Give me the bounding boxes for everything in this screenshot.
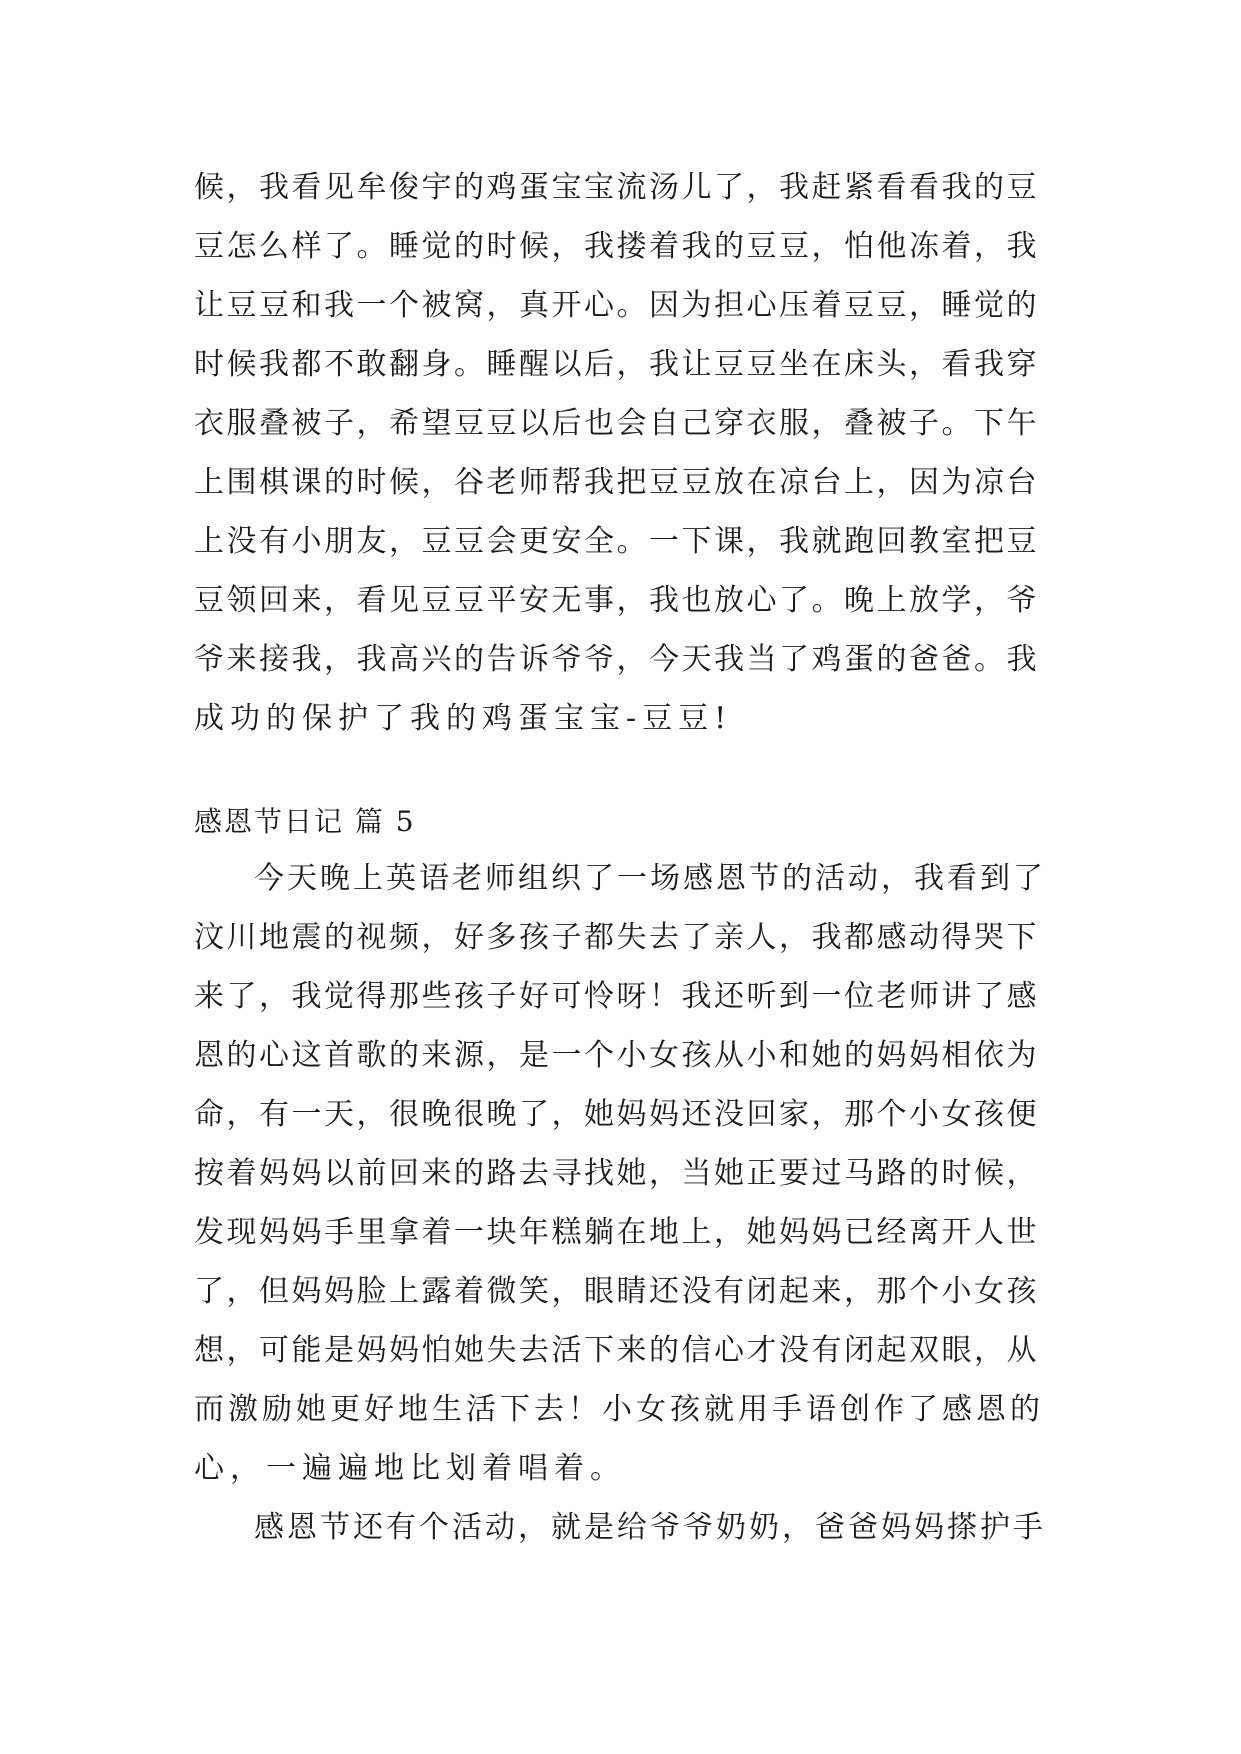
text-line: 来了，我觉得那些孩子好可怜呀！我还听到一位老师讲了感 [194, 979, 1039, 1014]
text-line: 时候我都不敢翻身。睡醒以后，我让豆豆坐在床头，看我穿 [194, 347, 1039, 382]
text-line: 衣服叠被子，希望豆豆以后也会自己穿衣服，叠被子。下午 [194, 406, 1039, 441]
text-line: 恩的心这首歌的来源，是一个小女孩从小和她的妈妈相依为 [194, 1038, 1039, 1073]
text-line: 候，我看见牟俊宇的鸡蛋宝宝流汤儿了，我赶紧看看我的豆 [194, 170, 1039, 205]
text-line: 上围棋课的时候，谷老师帮我把豆豆放在凉台上，因为凉台 [194, 465, 1039, 500]
text-line: 心，一遍遍地比划着唱着。 [194, 1451, 626, 1486]
text-line: 今天晚上英语老师组织了一场感恩节的活动，我看到了 [254, 861, 1046, 896]
text-line: 让豆豆和我一个被窝，真开心。因为担心压着豆豆，睡觉的 [194, 288, 1039, 323]
text-line: 豆领回来，看见豆豆平安无事，我也放心了。晚上放学，爷 [194, 583, 1039, 618]
text-line: 而激励她更好地生活下去！小女孩就用手语创作了感恩的 [194, 1392, 1044, 1427]
text-line: 汶川地震的视频，好多孩子都失去了亲人，我都感动得哭下 [194, 920, 1039, 955]
text-line: 想，可能是妈妈怕她失去活下来的信心才没有闭起双眼，从 [194, 1333, 1039, 1368]
text-line: 爷来接我，我高兴的告诉爷爷，今天我当了鸡蛋的爸爸。我 [194, 642, 1039, 677]
text-line: 上没有小朋友，豆豆会更安全。一下课，我就跑回教室把豆 [194, 524, 1039, 559]
text-line: 命，有一天，很晚很晚了，她妈妈还没回家，那个小女孩便 [194, 1097, 1039, 1132]
text-line: 成功的保护了我的鸡蛋宝宝-豆豆! [194, 701, 733, 736]
section-title: 感恩节日记 篇 5 [194, 805, 416, 838]
text-line: 发现妈妈手里拿着一块年糕躺在地上，她妈妈已经离开人世 [194, 1215, 1039, 1250]
text-line: 豆怎么样了。睡觉的时候，我搂着我的豆豆，怕他冻着，我 [194, 229, 1039, 264]
text-line: 了，但妈妈脸上露着微笑，眼睛还没有闭起来，那个小女孩 [194, 1274, 1039, 1309]
text-line: 按着妈妈以前回来的路去寻找她，当她正要过马路的时候， [194, 1156, 1039, 1191]
text-line: 感恩节还有个活动，就是给爷爷奶奶，爸爸妈妈搽护手 [254, 1510, 1046, 1545]
